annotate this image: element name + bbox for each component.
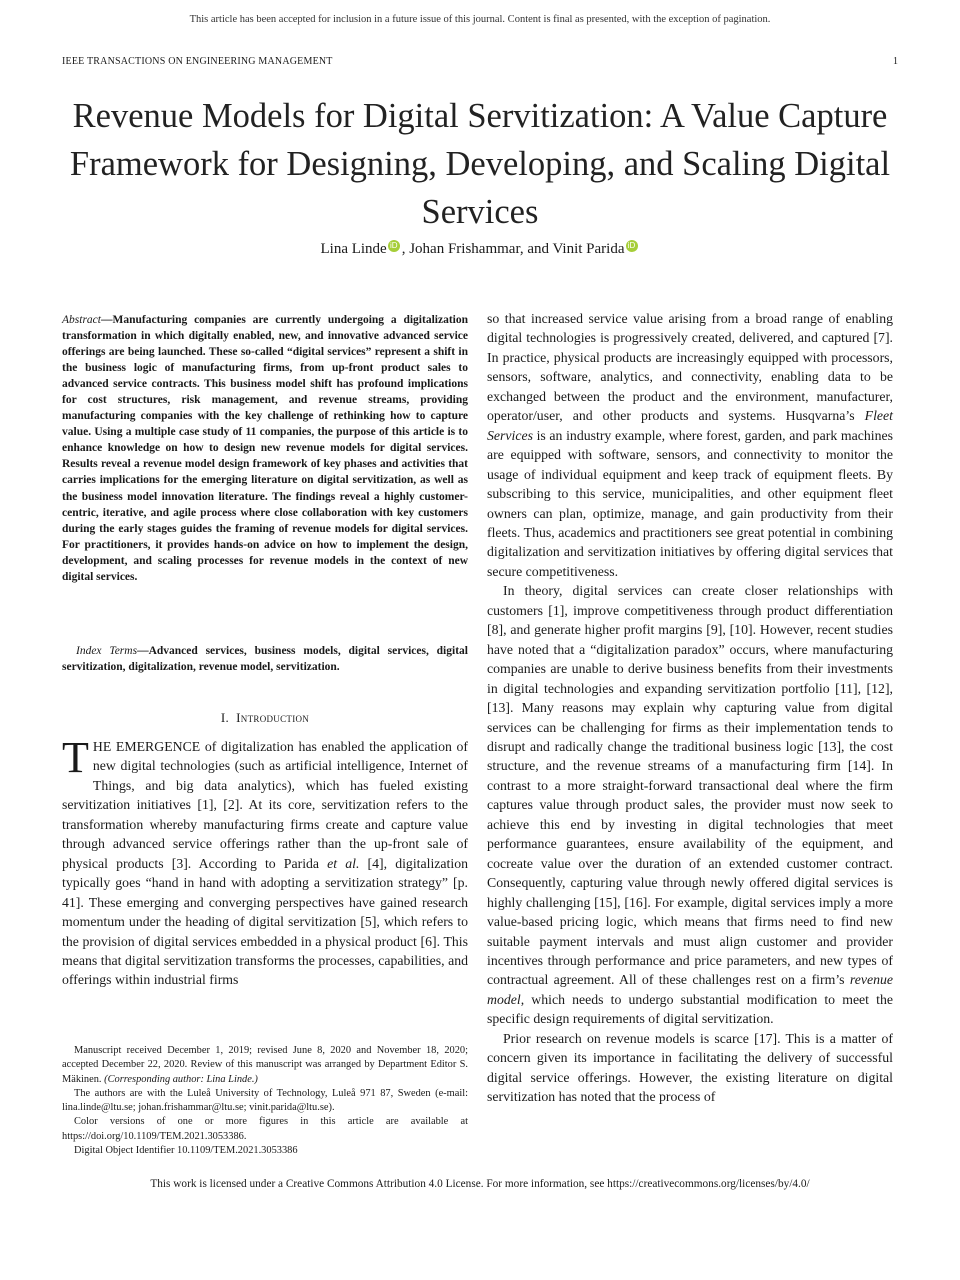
body-text: In theory, digital services can create closer relationships with customers [1], improve competitiveness through product differentiation [8], and generate higher profit margins [9], [10]. However, recent studies have noted that a “digitalization paradox” occurs, where manufacturing companies are unable to derive business benefits from their investments in digital technologies and expanding servitization portfolio [11], [12], [13]. Many reasons may explain why capturing value from digital services can be challenging for firms as their implementation tends to disrupt and radically change the traditional business logic [13], the cost structure, and the revenue streams of a manufacturing firm [14]. In contrast to a more straight-forward transactional deal where the firm captures value through product sales, the provider must now seek to achieve this end by investing in digital technologies that meet performance guarantees, ensure availability of the equipment, and cocreate value over the duration of an extended customer contract. Consequently, capturing value through newly offered digital services is highly challenging [15], [16]. For example, digital services imply a more value-based pricing logic, which means that firms need to find new suitable payment intervals and must align customer and provider incentives through performance and price parameters, and new types of contractual agreement. All of these challenges rest on a firm’s bbox=[487, 583, 893, 988]
body-paragraph bbox=[487, 581, 893, 1028]
index-terms bbox=[62, 643, 468, 676]
body-text: , which needs to undergo substantial modification to meet the specific design requirements of digital servitization. bbox=[487, 991, 893, 1027]
footnote-doi: Digital Object Identifier 10.1109/TEM.2021.3053386 bbox=[74, 1145, 298, 1157]
body-text: so that increased service value arising from a broad range of enabling digital technologies is progressively created, delivered, and captured [7]. In practice, physical products are increasingly equipped with processors, sensors, software, analytics, and connectivity, enabling data to be exchanged between the product and the environment, manufacturer, operator/user, and other products and systems. Husqvarna’s bbox=[487, 311, 893, 424]
footnote-manuscript bbox=[62, 1044, 468, 1087]
body-paragraph: Prior research on revenue models is scarce [17]. This is a matter of concern given its importance in facilitating the delivery of successful digital service offerings. However, the existing literature on digital servitization has noted that the process of bbox=[487, 1030, 893, 1105]
abstract bbox=[62, 312, 468, 585]
index-terms-label: Index Terms bbox=[76, 645, 138, 657]
paper-title: Revenue Models for Digital Servitization: A Value Capture Framework for Designing, Developing, and Scaling Digital Services bbox=[69, 97, 891, 231]
drop-cap: T bbox=[62, 733, 89, 782]
corresponding-author: (Corresponding author: Lina Linde.) bbox=[104, 1073, 258, 1085]
section-numeral: I. bbox=[220, 710, 230, 725]
footnote-text: Manuscript received December 1, 2019; revised June 8, 2020 and November 18, 2020; accepted December 22, 2020. Review of this manuscript was arranged by Department Editor S. Mäkinen. bbox=[62, 1045, 468, 1085]
intro-text: of digitalization has enabled the application of new digital technologies (such as artificial intelligence, Internet of Things, and big data analytics), which has fueled existing servitization initiatives [1], [2]. At its core, servitization refers to the transformation whereby manufacturing firms create and capture value through advanced service offerings rather than the up-front sale of physical products [3]. According to Parida bbox=[62, 739, 469, 871]
intro-etal: et al. bbox=[327, 855, 360, 871]
intro-text: [4], digitalization typically goes “hand in hand with adopting a servitization strategy” [p. 41]. These emerging and converging perspectives have gained research momentum under the heading of digital servitization [5], which refers to the provision of digital services embedded in a physical product [6]. This means that digital servitization transforms the processes, capabilities, and offerings within industrial firms bbox=[62, 855, 468, 988]
intro-paragraph bbox=[62, 733, 469, 990]
orcid-icon[interactable]: iD bbox=[626, 240, 638, 252]
footnote-affiliation: The authors are with the Luleå University of Technology, Luleå 971 87, Sweden (e-mail: lina.linde@ltu.se; johan.frishammar@ltu.se; vinit.parida@ltu.se). bbox=[62, 1087, 468, 1114]
section-heading bbox=[62, 710, 468, 726]
author-lina-linde: Lina Linde bbox=[320, 241, 387, 257]
acceptance-note: This article has been accepted for inclusion in a future issue of this journal. Content is final as presented, with the exception of pagination. bbox=[189, 14, 771, 25]
intro-lead: HE EMERGENCE bbox=[92, 739, 201, 754]
abstract-text: —Manufacturing companies are currently undergoing a digitalization transformation in which digitally enabled, new, and innovative advanced service offerings are being launched. These so-called “digital services” represent a shift in the business logic of manufacturing firms, from up-front product sales to advanced service contracts. This business model shift has profound implications for cost structures, risk management, and revenue streams, providing manufacturing companies with the key challenge of rethinking how to capture value. Using a multiple case study of 11 companies, the purpose of this article is to enhance knowledge on how to design new revenue models for digital services. Results reveal a revenue model design framework of key phases and activities that carries implications for the emerging literature on digital servitization, as well as the business model innovation literature. The findings reveal a highly customer-centric, iterative, and agile process where close collaboration with key customers during the early stages guides the framing of revenue models for digital services. For practitioners, it provides hands-on advice on how to implement the design, development, and scaling processes for revenue models in the context of new digital services. bbox=[62, 314, 468, 583]
license-note: This work is licensed under a Creative Commons Attribution 4.0 License. For more information, see https://creativecommons.org/licenses/by/4.0/ bbox=[150, 1178, 810, 1190]
footnotes bbox=[62, 1044, 468, 1158]
page-number: 1 bbox=[893, 56, 898, 67]
author-coauthors: , Johan Frishammar, and Vinit Parida bbox=[401, 241, 625, 257]
section-title: Introduction bbox=[236, 710, 310, 725]
body-text: is an industry example, where forest, garden, and park machines are equipped with software, sensors, and connectivity to monitor the usage of individual equipment and keep track of equipment fleets. By subscribing to this service, municipalities, and other equipment fleet owners can plan, optimize, manage, and gain productivity from their fleets. Thus, academics and practitioners see great potential in combining digitalization and servitization initiatives by offering digital services that secure competitiveness. bbox=[487, 427, 893, 579]
emphasis-revenue-model: revenue model bbox=[487, 972, 893, 1007]
index-terms-text: —Advanced services, business models, digital services, digital servitization, digitalization, revenue model, servitization. bbox=[62, 645, 468, 674]
orcid-icon[interactable]: iD bbox=[388, 240, 400, 252]
author-list bbox=[0, 240, 960, 258]
body-paragraph bbox=[487, 309, 893, 581]
abstract-label: Abstract bbox=[62, 314, 101, 326]
footnote-color: Color versions of one or more figures in this article are available at https://doi.org/10.1109/TEM.2021.3053386. bbox=[62, 1116, 468, 1142]
right-column bbox=[487, 309, 893, 1107]
journal-running-head: IEEE TRANSACTIONS ON ENGINEERING MANAGEMENT bbox=[62, 56, 333, 67]
emphasis-fleet-services: Fleet Services bbox=[487, 408, 893, 443]
